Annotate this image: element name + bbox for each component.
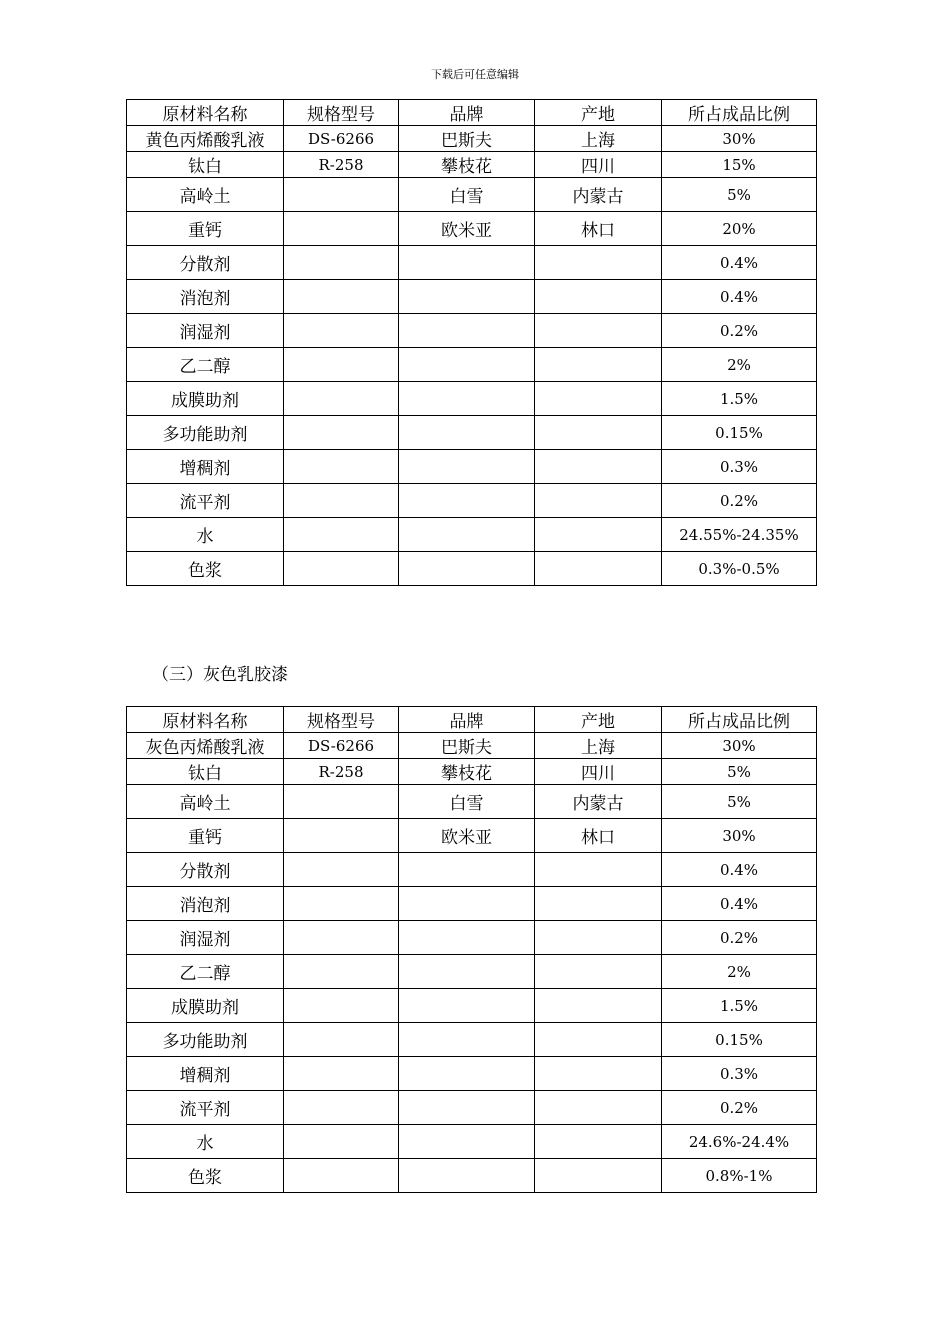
origin-cell bbox=[535, 1125, 662, 1159]
material-name-cell: 多功能助剂 bbox=[127, 1023, 284, 1057]
table-row bbox=[127, 280, 817, 314]
table-row bbox=[127, 246, 817, 280]
ratio-cell: 0.2% bbox=[662, 1091, 817, 1125]
table-row bbox=[127, 759, 817, 785]
model-cell bbox=[284, 785, 399, 819]
table-row bbox=[127, 518, 817, 552]
model-cell bbox=[284, 518, 399, 552]
table-row bbox=[127, 484, 817, 518]
table-row bbox=[127, 819, 817, 853]
material-name-cell: 色浆 bbox=[127, 1159, 284, 1193]
column-header: 产地 bbox=[535, 100, 662, 126]
table-row bbox=[127, 1057, 817, 1091]
header-note: 下载后可任意编辑 bbox=[431, 68, 519, 81]
table-row bbox=[127, 178, 817, 212]
brand-cell bbox=[399, 989, 535, 1023]
model-cell bbox=[284, 1091, 399, 1125]
ratio-cell: 24.55%-24.35% bbox=[662, 518, 817, 552]
model-cell bbox=[284, 921, 399, 955]
ratio-cell: 5% bbox=[662, 178, 817, 212]
material-name-cell: 乙二醇 bbox=[127, 955, 284, 989]
table-body bbox=[127, 126, 817, 586]
model-cell bbox=[284, 178, 399, 212]
ratio-cell: 0.3%-0.5% bbox=[662, 552, 817, 586]
ratio-cell: 30% bbox=[662, 126, 817, 152]
table-row bbox=[127, 152, 817, 178]
model-cell bbox=[284, 416, 399, 450]
brand-cell bbox=[399, 348, 535, 382]
ratio-cell: 0.4% bbox=[662, 246, 817, 280]
ratio-cell: 0.4% bbox=[662, 853, 817, 887]
material-name-cell: 成膜助剂 bbox=[127, 382, 284, 416]
origin-cell bbox=[535, 1057, 662, 1091]
material-name-cell: 流平剂 bbox=[127, 1091, 284, 1125]
model-cell bbox=[284, 484, 399, 518]
brand-cell bbox=[399, 887, 535, 921]
origin-cell bbox=[535, 552, 662, 586]
origin-cell: 内蒙古 bbox=[535, 178, 662, 212]
brand-cell bbox=[399, 853, 535, 887]
origin-cell: 上海 bbox=[535, 126, 662, 152]
ratio-cell: 0.3% bbox=[662, 1057, 817, 1091]
material-name-cell: 消泡剂 bbox=[127, 280, 284, 314]
ratio-cell: 5% bbox=[662, 785, 817, 819]
ratio-cell: 30% bbox=[662, 733, 817, 759]
column-header: 所占成品比例 bbox=[662, 707, 817, 733]
brand-cell bbox=[399, 921, 535, 955]
model-cell bbox=[284, 212, 399, 246]
brand-cell: 欧米亚 bbox=[399, 819, 535, 853]
brand-cell bbox=[399, 450, 535, 484]
material-name-cell: 增稠剂 bbox=[127, 1057, 284, 1091]
table-header-row bbox=[127, 707, 817, 733]
model-cell bbox=[284, 989, 399, 1023]
table-row bbox=[127, 921, 817, 955]
material-name-cell: 多功能助剂 bbox=[127, 416, 284, 450]
column-header: 原材料名称 bbox=[127, 100, 284, 126]
origin-cell bbox=[535, 921, 662, 955]
origin-cell: 林口 bbox=[535, 212, 662, 246]
material-name-cell: 润湿剂 bbox=[127, 314, 284, 348]
model-cell bbox=[284, 1159, 399, 1193]
materials-table-yellow bbox=[126, 99, 817, 586]
material-name-cell: 分散剂 bbox=[127, 853, 284, 887]
origin-cell bbox=[535, 853, 662, 887]
material-name-cell: 水 bbox=[127, 1125, 284, 1159]
model-cell bbox=[284, 1057, 399, 1091]
model-cell bbox=[284, 450, 399, 484]
origin-cell bbox=[535, 1023, 662, 1057]
ratio-cell: 2% bbox=[662, 348, 817, 382]
table-row bbox=[127, 989, 817, 1023]
materials-table-gray bbox=[126, 706, 817, 1193]
ratio-cell: 0.2% bbox=[662, 314, 817, 348]
origin-cell bbox=[535, 955, 662, 989]
material-name-cell: 乙二醇 bbox=[127, 348, 284, 382]
origin-cell bbox=[535, 484, 662, 518]
column-header: 原材料名称 bbox=[127, 707, 284, 733]
origin-cell bbox=[535, 1091, 662, 1125]
ratio-cell: 0.8%-1% bbox=[662, 1159, 817, 1193]
column-header: 规格型号 bbox=[284, 707, 399, 733]
origin-cell bbox=[535, 382, 662, 416]
material-name-cell: 成膜助剂 bbox=[127, 989, 284, 1023]
model-cell bbox=[284, 246, 399, 280]
brand-cell bbox=[399, 382, 535, 416]
brand-cell bbox=[399, 1159, 535, 1193]
ratio-cell: 0.15% bbox=[662, 416, 817, 450]
material-name-cell: 重钙 bbox=[127, 212, 284, 246]
table-row bbox=[127, 552, 817, 586]
model-cell: R-258 bbox=[284, 152, 399, 178]
brand-cell bbox=[399, 552, 535, 586]
brand-cell bbox=[399, 1057, 535, 1091]
brand-cell: 欧米亚 bbox=[399, 212, 535, 246]
ratio-cell: 0.4% bbox=[662, 280, 817, 314]
table-row bbox=[127, 785, 817, 819]
origin-cell bbox=[535, 518, 662, 552]
material-name-cell: 增稠剂 bbox=[127, 450, 284, 484]
model-cell: DS-6266 bbox=[284, 126, 399, 152]
section-title: （三）灰色乳胶漆 bbox=[152, 665, 288, 685]
material-name-cell: 分散剂 bbox=[127, 246, 284, 280]
origin-cell bbox=[535, 246, 662, 280]
origin-cell bbox=[535, 280, 662, 314]
model-cell bbox=[284, 819, 399, 853]
origin-cell bbox=[535, 989, 662, 1023]
origin-cell: 内蒙古 bbox=[535, 785, 662, 819]
material-name-cell: 流平剂 bbox=[127, 484, 284, 518]
origin-cell bbox=[535, 314, 662, 348]
brand-cell bbox=[399, 280, 535, 314]
origin-cell bbox=[535, 416, 662, 450]
brand-cell: 攀枝花 bbox=[399, 759, 535, 785]
brand-cell bbox=[399, 955, 535, 989]
material-name-cell: 钛白 bbox=[127, 152, 284, 178]
origin-cell bbox=[535, 1159, 662, 1193]
material-name-cell: 润湿剂 bbox=[127, 921, 284, 955]
ratio-cell: 2% bbox=[662, 955, 817, 989]
column-header: 规格型号 bbox=[284, 100, 399, 126]
ratio-cell: 0.4% bbox=[662, 887, 817, 921]
table-body bbox=[127, 733, 817, 1193]
ratio-cell: 1.5% bbox=[662, 989, 817, 1023]
column-header: 品牌 bbox=[399, 707, 535, 733]
brand-cell: 白雪 bbox=[399, 178, 535, 212]
table-row bbox=[127, 733, 817, 759]
brand-cell: 巴斯夫 bbox=[399, 733, 535, 759]
brand-cell bbox=[399, 246, 535, 280]
table-row bbox=[127, 955, 817, 989]
table-row bbox=[127, 1159, 817, 1193]
material-name-cell: 水 bbox=[127, 518, 284, 552]
ratio-cell: 30% bbox=[662, 819, 817, 853]
material-name-cell: 重钙 bbox=[127, 819, 284, 853]
ratio-cell: 15% bbox=[662, 152, 817, 178]
ratio-cell: 0.2% bbox=[662, 921, 817, 955]
origin-cell bbox=[535, 887, 662, 921]
model-cell: R-258 bbox=[284, 759, 399, 785]
brand-cell bbox=[399, 416, 535, 450]
origin-cell: 四川 bbox=[535, 152, 662, 178]
material-name-cell: 灰色丙烯酸乳液 bbox=[127, 733, 284, 759]
column-header: 品牌 bbox=[399, 100, 535, 126]
origin-cell: 林口 bbox=[535, 819, 662, 853]
origin-cell bbox=[535, 450, 662, 484]
column-header: 产地 bbox=[535, 707, 662, 733]
table-row bbox=[127, 1023, 817, 1057]
table-header-row bbox=[127, 100, 817, 126]
table-row bbox=[127, 212, 817, 246]
table-row bbox=[127, 314, 817, 348]
origin-cell: 上海 bbox=[535, 733, 662, 759]
origin-cell: 四川 bbox=[535, 759, 662, 785]
ratio-cell: 1.5% bbox=[662, 382, 817, 416]
brand-cell: 白雪 bbox=[399, 785, 535, 819]
brand-cell bbox=[399, 1023, 535, 1057]
material-name-cell: 高岭土 bbox=[127, 785, 284, 819]
model-cell bbox=[284, 382, 399, 416]
material-name-cell: 高岭土 bbox=[127, 178, 284, 212]
model-cell: DS-6266 bbox=[284, 733, 399, 759]
table-row bbox=[127, 887, 817, 921]
table-row bbox=[127, 382, 817, 416]
brand-cell: 攀枝花 bbox=[399, 152, 535, 178]
model-cell bbox=[284, 280, 399, 314]
material-name-cell: 钛白 bbox=[127, 759, 284, 785]
model-cell bbox=[284, 1023, 399, 1057]
material-name-cell: 黄色丙烯酸乳液 bbox=[127, 126, 284, 152]
brand-cell bbox=[399, 314, 535, 348]
table-row bbox=[127, 1091, 817, 1125]
brand-cell bbox=[399, 518, 535, 552]
ratio-cell: 20% bbox=[662, 212, 817, 246]
model-cell bbox=[284, 1125, 399, 1159]
model-cell bbox=[284, 314, 399, 348]
model-cell bbox=[284, 348, 399, 382]
table-row bbox=[127, 853, 817, 887]
table-row bbox=[127, 1125, 817, 1159]
brand-cell bbox=[399, 484, 535, 518]
brand-cell bbox=[399, 1091, 535, 1125]
table-row bbox=[127, 126, 817, 152]
model-cell bbox=[284, 887, 399, 921]
model-cell bbox=[284, 955, 399, 989]
table-row bbox=[127, 348, 817, 382]
ratio-cell: 24.6%-24.4% bbox=[662, 1125, 817, 1159]
model-cell bbox=[284, 552, 399, 586]
table-row bbox=[127, 416, 817, 450]
ratio-cell: 0.15% bbox=[662, 1023, 817, 1057]
ratio-cell: 0.3% bbox=[662, 450, 817, 484]
brand-cell bbox=[399, 1125, 535, 1159]
model-cell bbox=[284, 853, 399, 887]
brand-cell: 巴斯夫 bbox=[399, 126, 535, 152]
table-row bbox=[127, 450, 817, 484]
origin-cell bbox=[535, 348, 662, 382]
ratio-cell: 5% bbox=[662, 759, 817, 785]
material-name-cell: 色浆 bbox=[127, 552, 284, 586]
material-name-cell: 消泡剂 bbox=[127, 887, 284, 921]
ratio-cell: 0.2% bbox=[662, 484, 817, 518]
column-header: 所占成品比例 bbox=[662, 100, 817, 126]
